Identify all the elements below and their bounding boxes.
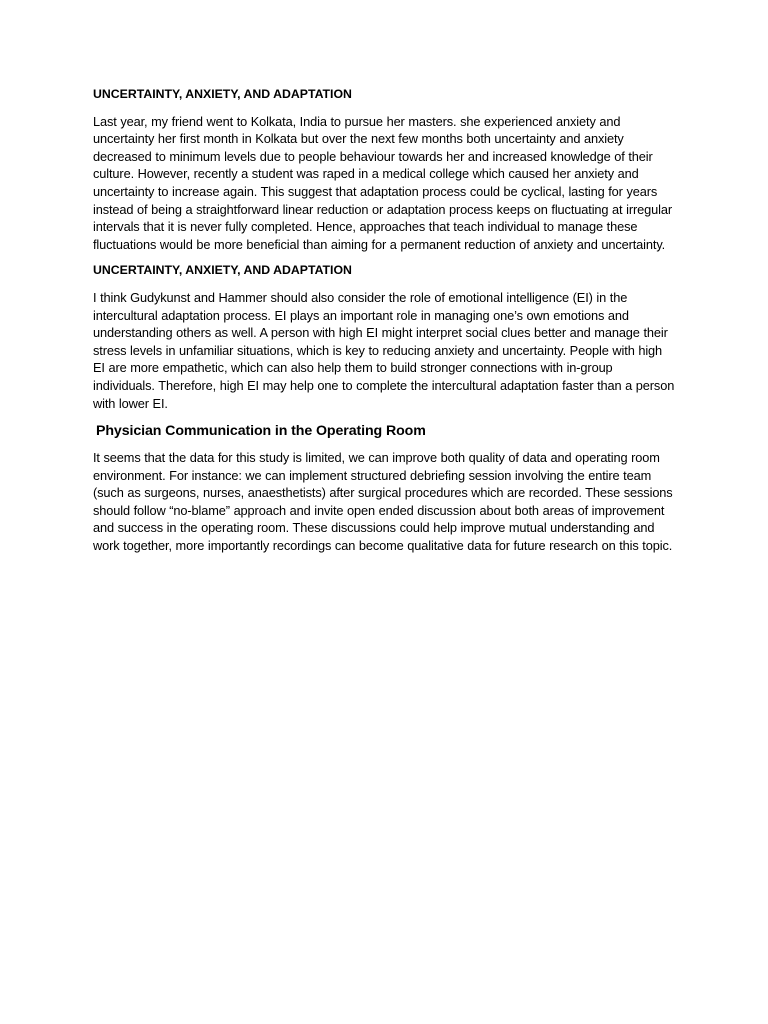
paragraph-kolkata-experience: Last year, my friend went to Kolkata, India to pursue her masters. she experienced anxiety and uncertainty her first month in Kolkata but over the next few months both uncertainty and anxiety decreased to minimum levels due to people behaviour towards her and increased knowledge of their culture. However, recently a student was raped in a medical college which caused her anxiety and uncertainty to increase again. This suggest that adaptation process could be cyclical, lasting for years instead of being a straightforward linear reduction or adaptation process keeps on fluctuating at irregular intervals that it is never fully completed. Hence, approaches that teach individual to manage these fluctuations would be more beneficial than aiming for a permanent reduction of anxiety and uncertainty.: [93, 113, 672, 252]
section-heading-physician-communication: Physician Communication in the Operating Room: [96, 423, 426, 440]
paragraph-operating-room: It seems that the data for this study is limited, we can improve both quality of data and operating room environment. For instance: we can implement structured debriefing session involving the entire team (such as surgeons, nurses, anaesthetists) after surgical procedures which are recorded. These sessions should follow “no-blame” approach and invite open ended discussion about both areas of improvement and success in the operating room. These discussions could help improve mutual understanding and work together, more importantly recordings can become qualitative data for future research on this topic.: [93, 450, 673, 554]
section-heading-uncertainty-1: UNCERTAINTY, ANXIETY, AND ADAPTATION: [93, 87, 352, 101]
section-heading-uncertainty-2: UNCERTAINTY, ANXIETY, AND ADAPTATION: [93, 263, 352, 278]
document-page: [93, 86, 677, 564]
paragraph-emotional-intelligence: I think Gudykunst and Hammer should also consider the role of emotional intelligence (EI) in the intercultural adaptation process. EI plays an important role in managing one’s own emotions and understanding others as well. A person with high EI might interpret social clues better and manage their stress levels in unfamiliar situations, which is key to reducing anxiety and uncertainty. People with high EI are more empathetic, which can also help them to build stronger connections with in-group individuals. Therefore, high EI may help one to complete the intercultural adaptation faster than a person with lower EI.: [93, 289, 675, 411]
